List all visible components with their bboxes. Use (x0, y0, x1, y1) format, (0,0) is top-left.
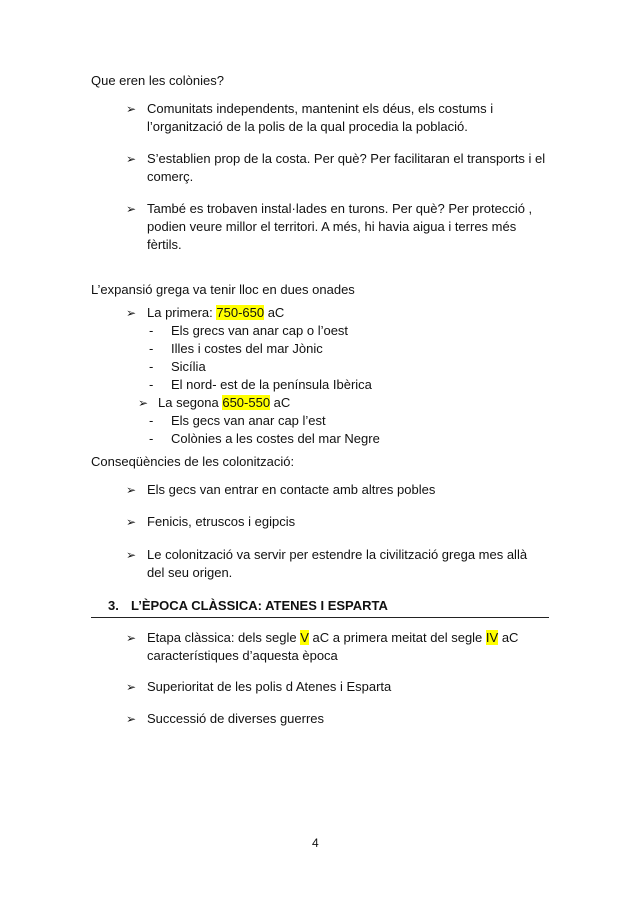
bullet-arrow-icon: ➢ (126, 102, 137, 116)
dash-bullet: - (149, 413, 154, 428)
wave-1-item: Illes i costes del mar Jònic (171, 341, 323, 356)
wave-2-item: Colònies a les costes del mar Negre (171, 431, 380, 446)
section-3-title: L’ÈPOCA CLÀSSICA: ATENES I ESPARTA (131, 598, 388, 613)
consequences-title: Conseqüències de les colonització: (91, 454, 295, 469)
bullet-arrow-icon: ➢ (126, 548, 137, 562)
section-3-bullet-1 (147, 630, 518, 646)
bullet-arrow-icon: ➢ (126, 712, 137, 726)
s3-b1-post: aC (498, 630, 519, 645)
section-divider (91, 617, 549, 618)
wave-2-item: Els gecs van anar cap l’est (171, 413, 326, 428)
bullet-arrow-icon: ➢ (138, 396, 149, 410)
dash-bullet: - (149, 359, 154, 374)
s3-b1-pre: Etapa clàssica: dels segle (147, 630, 301, 645)
s3-b1-hl1: V (300, 630, 309, 645)
s3-b1-hl2: IV (485, 630, 499, 645)
section-3-bullet-1-line-2: característiques d’aquesta època (147, 648, 338, 663)
bullet-arrow-icon: ➢ (126, 202, 137, 216)
wave-2-dates: 650-550 (222, 395, 271, 410)
wave-1-dates: 750-650 (216, 305, 265, 320)
section-3-bullet-3: Successió de diverses guerres (147, 711, 325, 726)
consequence-1: Els gecs van entrar en contacte amb altres pobles (147, 482, 436, 497)
wave-1-item: Sicília (171, 359, 206, 374)
colonies-bullet-3-line-1: També es trobaven instal·lades en turons. Per què? Per protecció , (147, 201, 533, 216)
bullet-arrow-icon: ➢ (126, 152, 137, 166)
consequence-3-line-1: Le colonització va servir per estendre la civilització grega mes allà (147, 547, 528, 562)
wave-1-item: El nord- est de la península Ibèrica (171, 377, 372, 392)
wave-2-label: La segona (158, 395, 223, 410)
bullet-arrow-icon: ➢ (126, 483, 137, 497)
wave-1-label: La primera: (147, 305, 217, 320)
wave-2-suffix: aC (270, 395, 291, 410)
section-3-bullet-2: Superioritat de les polis d Atenes i Esparta (147, 679, 392, 694)
expansion-wave-1 (147, 305, 284, 321)
colonies-question: Que eren les colònies? (91, 73, 224, 88)
dash-bullet: - (149, 323, 154, 338)
dash-bullet: - (149, 377, 154, 392)
bullet-arrow-icon: ➢ (126, 631, 137, 645)
page-number: 4 (312, 836, 319, 850)
consequence-3-line-2: del seu origen. (147, 565, 233, 580)
colonies-bullet-1-line-2: l’organització de la polis de la qual procedia la població. (147, 119, 468, 134)
bullet-arrow-icon: ➢ (126, 306, 137, 320)
dash-bullet: - (149, 431, 154, 446)
colonies-bullet-1-line-1: Comunitats independents, mantenint els déus, els costums i (147, 101, 494, 116)
colonies-bullet-2-line-1: S’establien prop de la costa. Per què? Per facilitaran el transports i el (147, 151, 546, 166)
bullet-arrow-icon: ➢ (126, 515, 137, 529)
colonies-bullet-2-line-2: comerç. (147, 169, 194, 184)
colonies-bullet-3-line-2: podien veure millor el territori. A més, hi havia aigua i terres més (147, 219, 517, 234)
expansion-intro: L’expansió grega va tenir lloc en dues onades (91, 282, 355, 297)
colonies-bullet-3-line-3: fèrtils. (147, 237, 182, 252)
wave-1-item: Els grecs van anar cap o l’oest (171, 323, 349, 338)
dash-bullet: - (149, 341, 154, 356)
consequence-2: Fenicis, etruscos i egipcis (147, 514, 296, 529)
wave-1-suffix: aC (264, 305, 285, 320)
s3-b1-mid: aC a primera meitat del segle (308, 630, 486, 645)
expansion-wave-2 (158, 395, 290, 411)
section-3-number: 3. (108, 598, 119, 613)
bullet-arrow-icon: ➢ (126, 680, 137, 694)
